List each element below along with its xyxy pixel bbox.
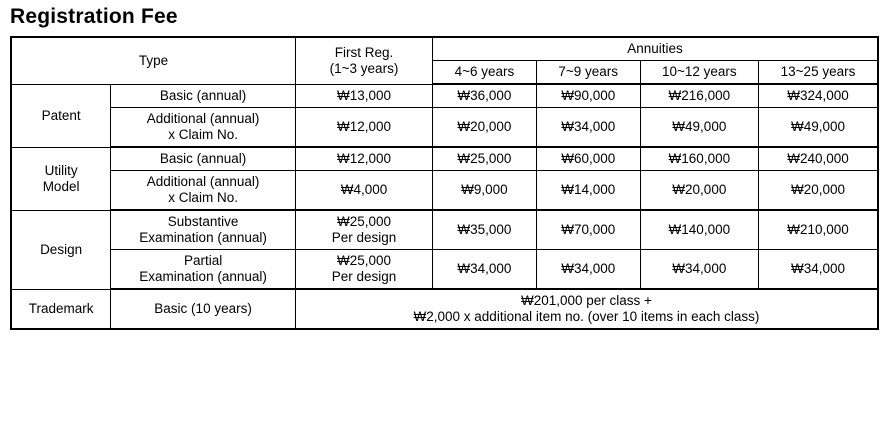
table-header-row-1 xyxy=(11,37,878,61)
group-label-line1: Utility xyxy=(44,162,78,178)
row-label-line2: Examination (annual) xyxy=(139,230,267,245)
header-first-reg xyxy=(295,37,432,84)
row-label-line1: Additional (annual) xyxy=(146,111,260,126)
row-label xyxy=(111,108,296,148)
annuity-value: ₩14,000 xyxy=(536,171,640,211)
annuity-value: ₩49,000 xyxy=(640,108,758,148)
group-label-line2: Model xyxy=(42,178,80,194)
annuity-value: ₩35,000 xyxy=(433,210,537,250)
row-label-line1: Additional (annual) xyxy=(146,174,260,189)
header-annuities: Annuities xyxy=(433,37,878,61)
page-title: Registration Fee xyxy=(10,5,178,28)
group-label-design: Design xyxy=(11,210,111,289)
row-label: Basic (10 years) xyxy=(111,289,296,329)
row-label: Basic (annual) xyxy=(111,147,296,171)
annuity-value: ₩34,000 xyxy=(536,250,640,290)
first-reg-value xyxy=(295,210,432,250)
group-label-patent: Patent xyxy=(11,84,111,147)
annuity-value: ₩60,000 xyxy=(536,147,640,171)
first-reg-value: ₩13,000 xyxy=(295,84,432,108)
annuity-value: ₩20,000 xyxy=(640,171,758,211)
annuity-value: ₩240,000 xyxy=(759,147,879,171)
table-row xyxy=(11,250,878,290)
table-row xyxy=(11,108,878,148)
first-reg-value-line1: ₩25,000 xyxy=(336,253,392,268)
row-label-line1: Partial xyxy=(183,253,223,268)
annuity-value: ₩160,000 xyxy=(640,147,758,171)
annuity-value: ₩9,000 xyxy=(433,171,537,211)
header-annuity-13-25: 13~25 years xyxy=(759,61,879,85)
table-row xyxy=(11,210,878,250)
trademark-note-line1: ₩201,000 per class + xyxy=(521,293,652,308)
first-reg-value: ₩12,000 xyxy=(295,108,432,148)
row-label xyxy=(111,210,296,250)
first-reg-value: ₩12,000 xyxy=(295,147,432,171)
row-label: Basic (annual) xyxy=(111,84,296,108)
row-label xyxy=(111,250,296,290)
annuity-value: ₩25,000 xyxy=(433,147,537,171)
table-row xyxy=(11,171,878,211)
row-label-line1: Substantive xyxy=(167,214,239,229)
header-annuity-10-12: 10~12 years xyxy=(640,61,758,85)
row-label-line2: x Claim No. xyxy=(168,190,238,205)
first-reg-value: ₩4,000 xyxy=(295,171,432,211)
table-row xyxy=(11,147,878,171)
header-first-reg-line1: First Reg. xyxy=(334,44,394,60)
row-label-line2: x Claim No. xyxy=(168,127,238,142)
annuity-value: ₩70,000 xyxy=(536,210,640,250)
header-type: Type xyxy=(11,37,295,84)
annuity-value: ₩20,000 xyxy=(433,108,537,148)
registration-fee-table xyxy=(10,36,879,330)
annuity-value: ₩90,000 xyxy=(536,84,640,108)
annuity-value: ₩216,000 xyxy=(640,84,758,108)
trademark-note-line2: ₩2,000 x additional item no. (over 10 items in each class) xyxy=(413,309,760,324)
first-reg-value xyxy=(295,250,432,290)
group-label-trademark: Trademark xyxy=(11,289,111,329)
first-reg-value-line2: Per design xyxy=(331,230,397,245)
table-row xyxy=(11,289,878,329)
annuity-value: ₩20,000 xyxy=(759,171,879,211)
header-annuity-4-6: 4~6 years xyxy=(433,61,537,85)
row-label xyxy=(111,171,296,211)
table-row xyxy=(11,84,878,108)
annuity-value: ₩34,000 xyxy=(640,250,758,290)
annuity-value: ₩34,000 xyxy=(536,108,640,148)
first-reg-value-line2: Per design xyxy=(331,269,397,284)
header-first-reg-line2: (1~3 years) xyxy=(329,60,399,76)
header-annuity-7-9: 7~9 years xyxy=(536,61,640,85)
annuity-value: ₩34,000 xyxy=(433,250,537,290)
annuity-value: ₩49,000 xyxy=(759,108,879,148)
group-label-utility-model xyxy=(11,147,111,210)
first-reg-value-line1: ₩25,000 xyxy=(336,214,392,229)
trademark-note xyxy=(295,289,878,329)
annuity-value: ₩36,000 xyxy=(433,84,537,108)
annuity-value: ₩34,000 xyxy=(759,250,879,290)
annuity-value: ₩210,000 xyxy=(759,210,879,250)
row-label-line2: Examination (annual) xyxy=(139,269,267,284)
annuity-value: ₩140,000 xyxy=(640,210,758,250)
annuity-value: ₩324,000 xyxy=(759,84,879,108)
